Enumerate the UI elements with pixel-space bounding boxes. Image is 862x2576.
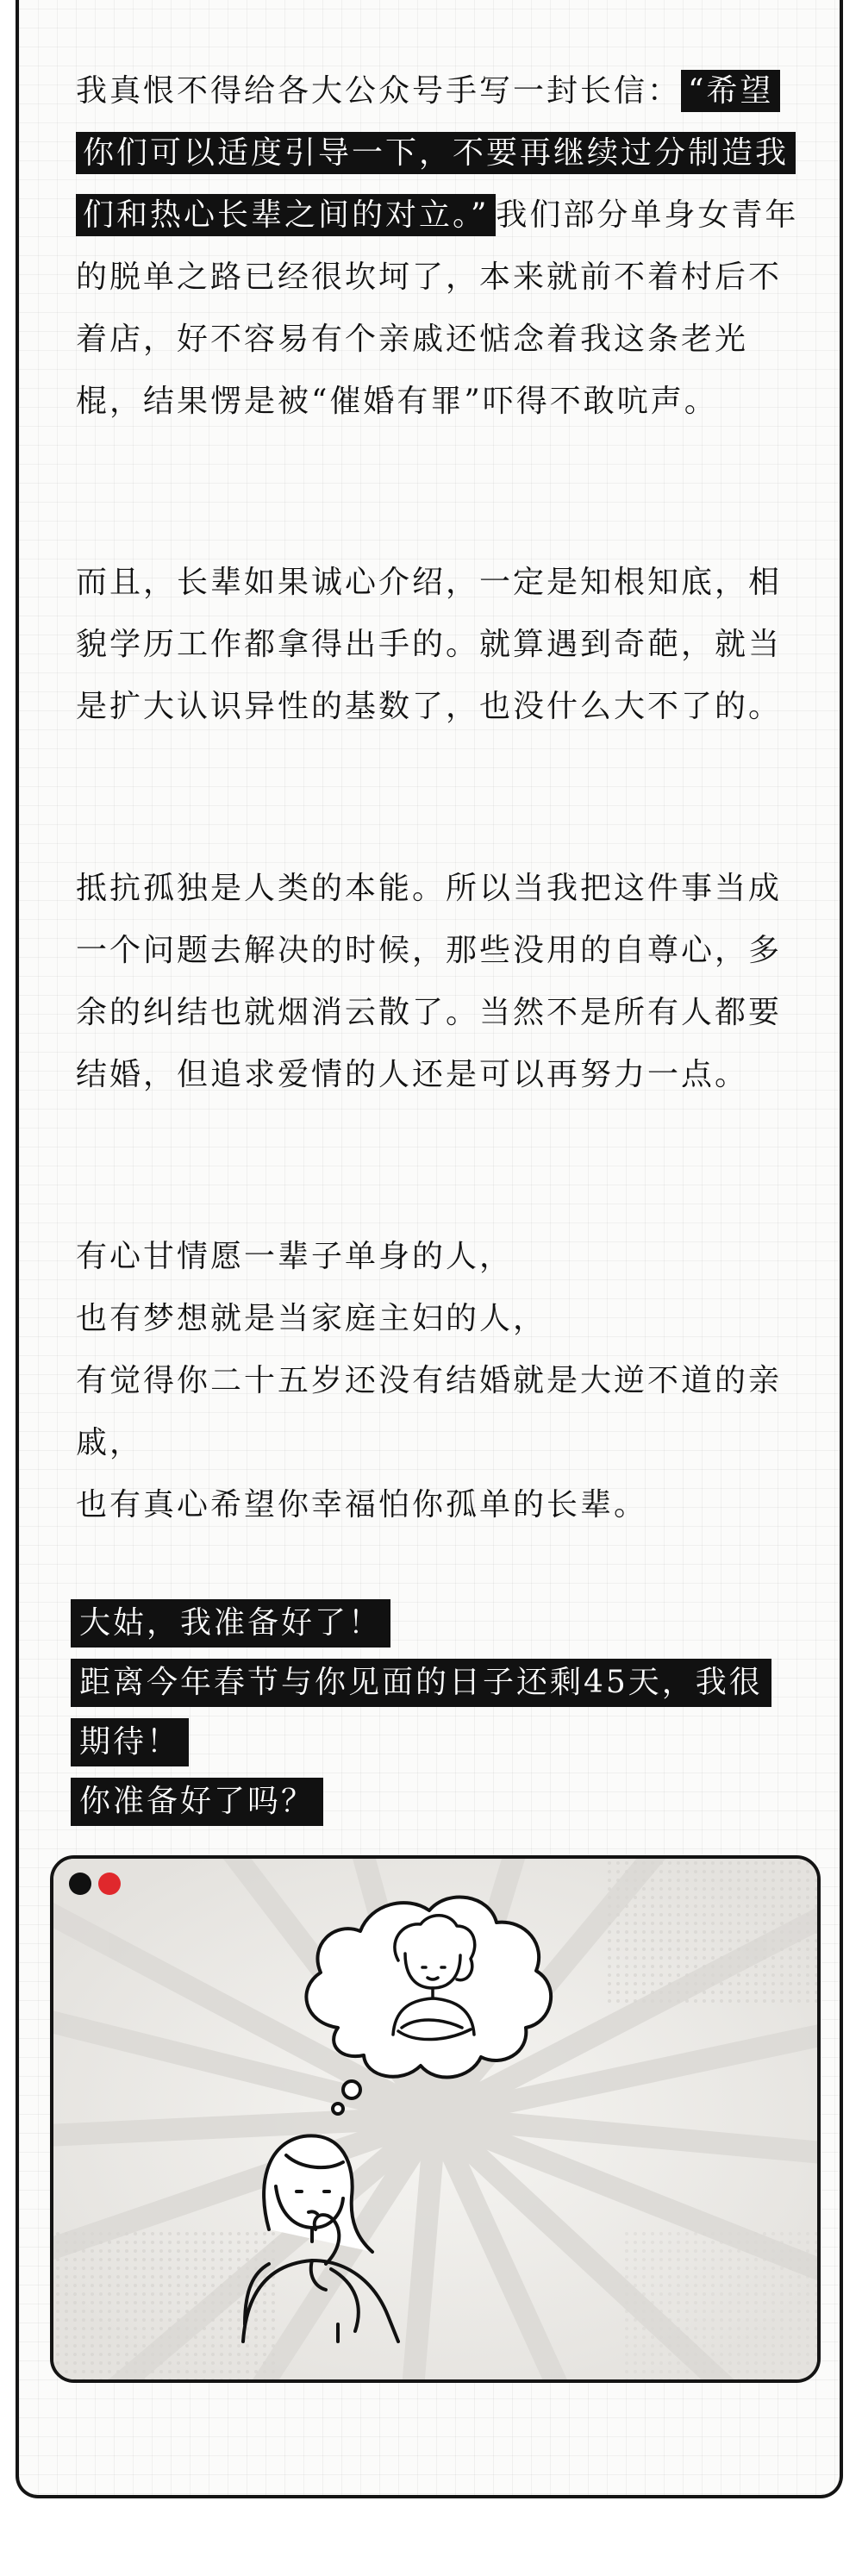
list-line: 有心甘情愿一辈子单身的人， (76, 1239, 514, 1274)
black-dot-icon (69, 1873, 91, 1895)
highlighted-quote: “希望你们可以适度引导一下，不要再继续过分制造我们和热心长辈之间的对立。” (76, 70, 796, 236)
paragraph-list (76, 1226, 807, 1536)
list-line: 有觉得你二十五岁还没有结婚就是大逆不道的亲戚， (76, 1363, 783, 1460)
illustration-window (50, 1855, 821, 2383)
paragraph-elders: 而且，长辈如果诚心介绍，一定是知根知底，相貌学历工作都拿得出手的。就算遇到奇葩，就当是扩大认识异性的基数了，也没什么大不了的。 (76, 565, 783, 724)
highlight-line-question: 你准备好了吗？ (71, 1778, 323, 1826)
paragraph-open-letter (76, 60, 807, 433)
paragraph-rest: 我们部分单身女青年的脱单之路已经很坎坷了，本来就前不着村后不着店，好不容易有个亲戚还惦念着我这条老光棍，结果愣是被“催婚有罪”吓得不敢吭声。 (76, 197, 799, 419)
highlight-line-ready: 大姑，我准备好了！ (71, 1599, 390, 1648)
highlight-line-countdown: 距离今年春节与你见面的日子还剩45天，我很 (71, 1659, 771, 1707)
paragraph-loneliness: 抵抗孤独是人类的本能。所以当我把这件事当成一个问题去解决的时候，那些没用的自尊心，多余的纠结也就烟消云散了。当然不是所有人都要结婚，但追求爱情的人还是可以再努力一点。 (76, 871, 783, 1092)
list-line: 也有梦想就是当家庭主妇的人， (76, 1301, 547, 1336)
highlight-line-expect: 期待！ (71, 1718, 189, 1766)
paragraph-lead: 我真恨不得给各大公众号手写一封长信： (76, 73, 682, 109)
list-line: 也有真心希望你幸福怕你孤单的长辈。 (76, 1487, 648, 1522)
illustration-art (53, 1859, 817, 2379)
red-dot-icon (98, 1873, 121, 1895)
